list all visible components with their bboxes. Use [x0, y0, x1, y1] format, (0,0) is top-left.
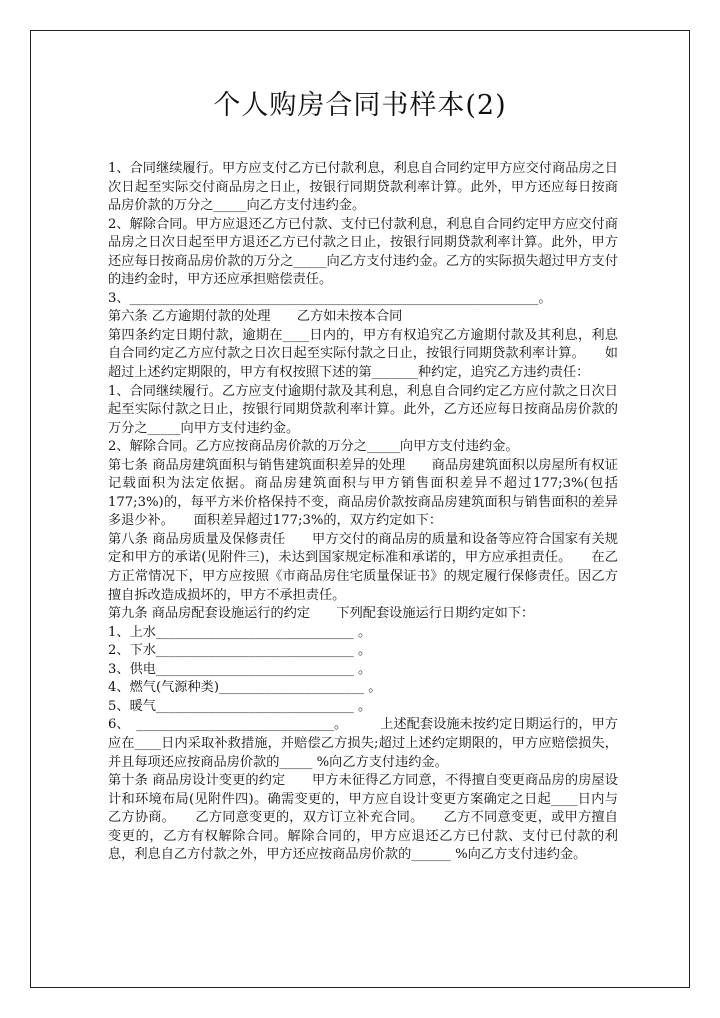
article-6-heading: 第六条 乙方逾期付款的处理 乙方如未按本合同 — [108, 309, 403, 325]
paragraph-terminate-contract: 2、解除合同。乙方应按商品房价款的万分之_____向甲方支付违约金。 — [108, 439, 519, 455]
facility-water-supply: 1、上水______________________________ 。 — [108, 624, 372, 640]
paragraph-clause-1: 1、合同继续履行。甲方应支付乙方已付款利息，利息自合同约定甲方应交付商品房之日次日起至实际交付商品房之日止，按银行同期贷款利率计算。此外，甲方还应每日按商品房价款的万分之_____向乙方支付违约金。 — [108, 161, 618, 214]
article-7-paragraph: 第七条 商品房建筑面积与销售建筑面积差异的处理 商品房建筑面积以房屋所有权证记载面积为法定依据。商品房建筑面积与甲方销售面积差异不超过177;3%(包括177;3%)的，每平方米价格保持不变，商品房价款按商品房建筑面积与销售面积的差异多退少补。 面积差异超过177;3%的，双方约定如下： — [108, 457, 618, 529]
document-body — [108, 160, 618, 865]
facility-drainage: 2、下水______________________________ 。 — [108, 643, 372, 659]
paragraph-continue-contract: 1、合同继续履行。乙方应支付逾期付款及其利息，利息自合同约定乙方应付款之日次日起至实际付款之日止，按银行同期贷款利率计算。此外，乙方还应每日按商品房价款的万分之_____向甲方支付违约金。 — [108, 383, 618, 436]
facility-other-and-remedy: 6、 ______________________________。 上述配套设施未按约定日期运行的，甲方应在____日内采取补救措施，并赔偿乙方损失;超过上述约定期限的，甲方应赔偿损失，并且每项还应按商品房价款的_____ %向乙方支付违约金。 — [108, 717, 618, 770]
paragraph-clause-2: 2、解除合同。甲方应退还乙方已付款、支付已付款利息，利息自合同约定甲方应交付商品房之日次日起至甲方退还乙方已付款之日止，按银行同期贷款利率计算。此外，甲方还应每日按商品房价款的万分之_____向乙方支付违约金。乙方的实际损失超过甲方支付的违约金时，甲方还应承担赔偿责任。 — [108, 216, 618, 288]
document-title: 个人购房合同书样本(2) — [213, 90, 507, 121]
article-9-heading: 第九条 商品房配套设施运行的约定 下列配套设施运行日期约定如下： — [108, 606, 535, 622]
facility-heating: 5、暖气______________________________ 。 — [108, 698, 372, 714]
article-10-paragraph: 第十条 商品房设计变更的约定 甲方未征得乙方同意，不得擅自变更商品房的房屋设计和环境布局(见附件四)。确需变更的，甲方应自设计变更方案确定之日起____日内与乙方协商。 乙方同意变更的，双方订立补充合同。 乙方不同意变更，或甲方擅自变更的，乙方有权解除合同。解除合同的，甲方应退还乙方已付款、支付已付款的利息，利息自乙方付款之外，甲方还应按商品房价款的______ %向乙方支付违约金。 — [108, 773, 618, 863]
paragraph-clause-3: 3、______________________________________________________________。 — [108, 290, 552, 306]
facility-gas: 4、燃气(气源种类)______________________ 。 — [108, 680, 382, 696]
facility-power: 3、供电______________________________ 。 — [108, 661, 372, 677]
article-4-paragraph: 第四条约定日期付款，逾期在____日内的，甲方有权追究乙方逾期付款及其利息，利息自合同约定乙方应付款之日次日起至实际付款之日止，按银行同期贷款利率计算。 如超过上述约定期限的，甲方有权按照下述的第_______种约定，追究乙方违约责任： — [108, 327, 618, 381]
article-8-paragraph: 第八条 商品房质量及保修责任 甲方交付的商品房的质量和设备等应符合国家有关规定和甲方的承诺(见附件三)，未达到国家规定标准和承诺的，甲方应承担责任。 在乙方正常情况下，甲方应按照《市商品房住宅质量保证书》的规定履行保修责任。因乙方擅自拆改造成损坏的，甲方不承担责任。 — [108, 531, 618, 603]
